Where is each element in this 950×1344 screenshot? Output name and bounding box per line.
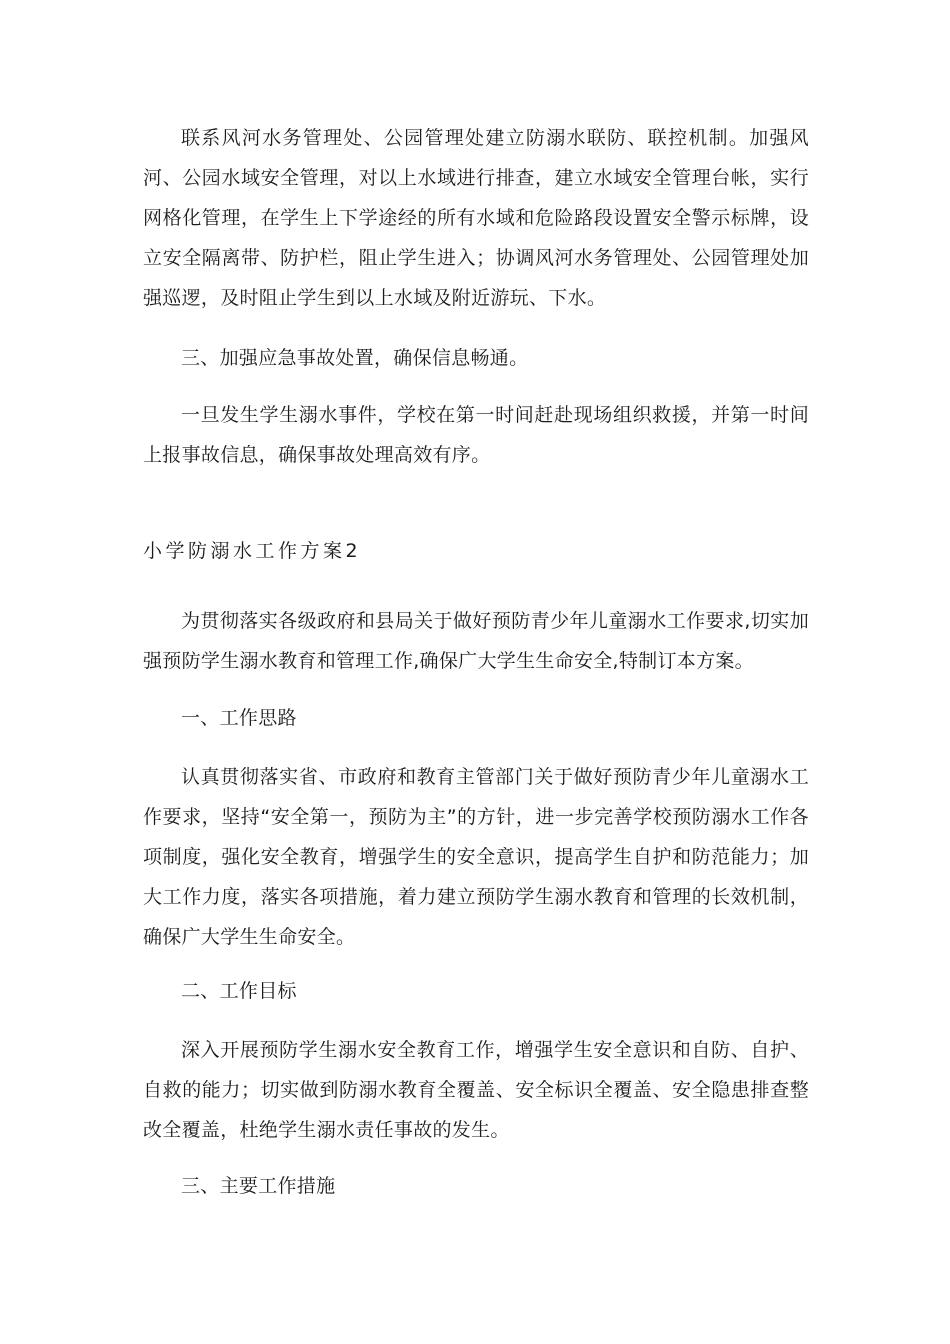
paragraph-work-goal: 深入开展预防学生溺水安全教育工作，增强学生安全意识和自防、自护、自救的能力；切实做到防溺水教育全覆盖、安全标识全覆盖、安全隐患排查整改全覆盖，杜绝学生溺水责任事故的发生。	[143, 1039, 809, 1141]
paragraph-emergency-response: 一旦发生学生溺水事件，学校在第一时间赶赴现场组织救援，并第一时间上报事故信息，确保事故处理高效有序。	[143, 404, 809, 466]
section-heading-work-idea: 一、工作思路	[181, 707, 297, 729]
section-heading-main-measures: 三、主要工作措施	[181, 1175, 336, 1197]
section-heading-work-goal: 二、工作目标	[181, 980, 297, 1002]
paragraph-plan-intro: 为贯彻落实各级政府和县局关于做好预防青少年儿童溺水工作要求,切实加强预防学生溺水教育和管理工作,确保广大学生生命安全,特制订本方案。	[143, 610, 809, 672]
paragraph-joint-control: 联系风河水务管理处、公园管理处建立防溺水联防、联控机制。加强风河、公园水域安全管理，对以上水域进行排查，建立水域安全管理台帐，实行网格化管理，在学生上下学途经的所有水域和危险路段设置安全警示标牌，设立安全隔离带、防护栏，阻止学生进入；协调风河水务管理处、公园管理处加强巡逻，及时阻止学生到以上水域及附近游玩、下水。	[143, 127, 809, 309]
section-heading-emergency: 三、加强应急事故处置，确保信息畅通。	[181, 347, 529, 369]
paragraph-work-idea: 认真贯彻落实省、市政府和教育主管部门关于做好预防青少年儿童溺水工作要求，坚持“安全第一，预防为主”的方针，进一步完善学校预防溺水工作各项制度，强化安全教育，增强学生的安全意识，提高学生自护和防范能力；加大工作力度，落实各项措施，着力建立预防学生溺水教育和管理的长效机制，确保广大学生生命安全。	[143, 766, 809, 948]
document-title-plan-2: 小学防溺水工作方案2	[143, 540, 362, 562]
